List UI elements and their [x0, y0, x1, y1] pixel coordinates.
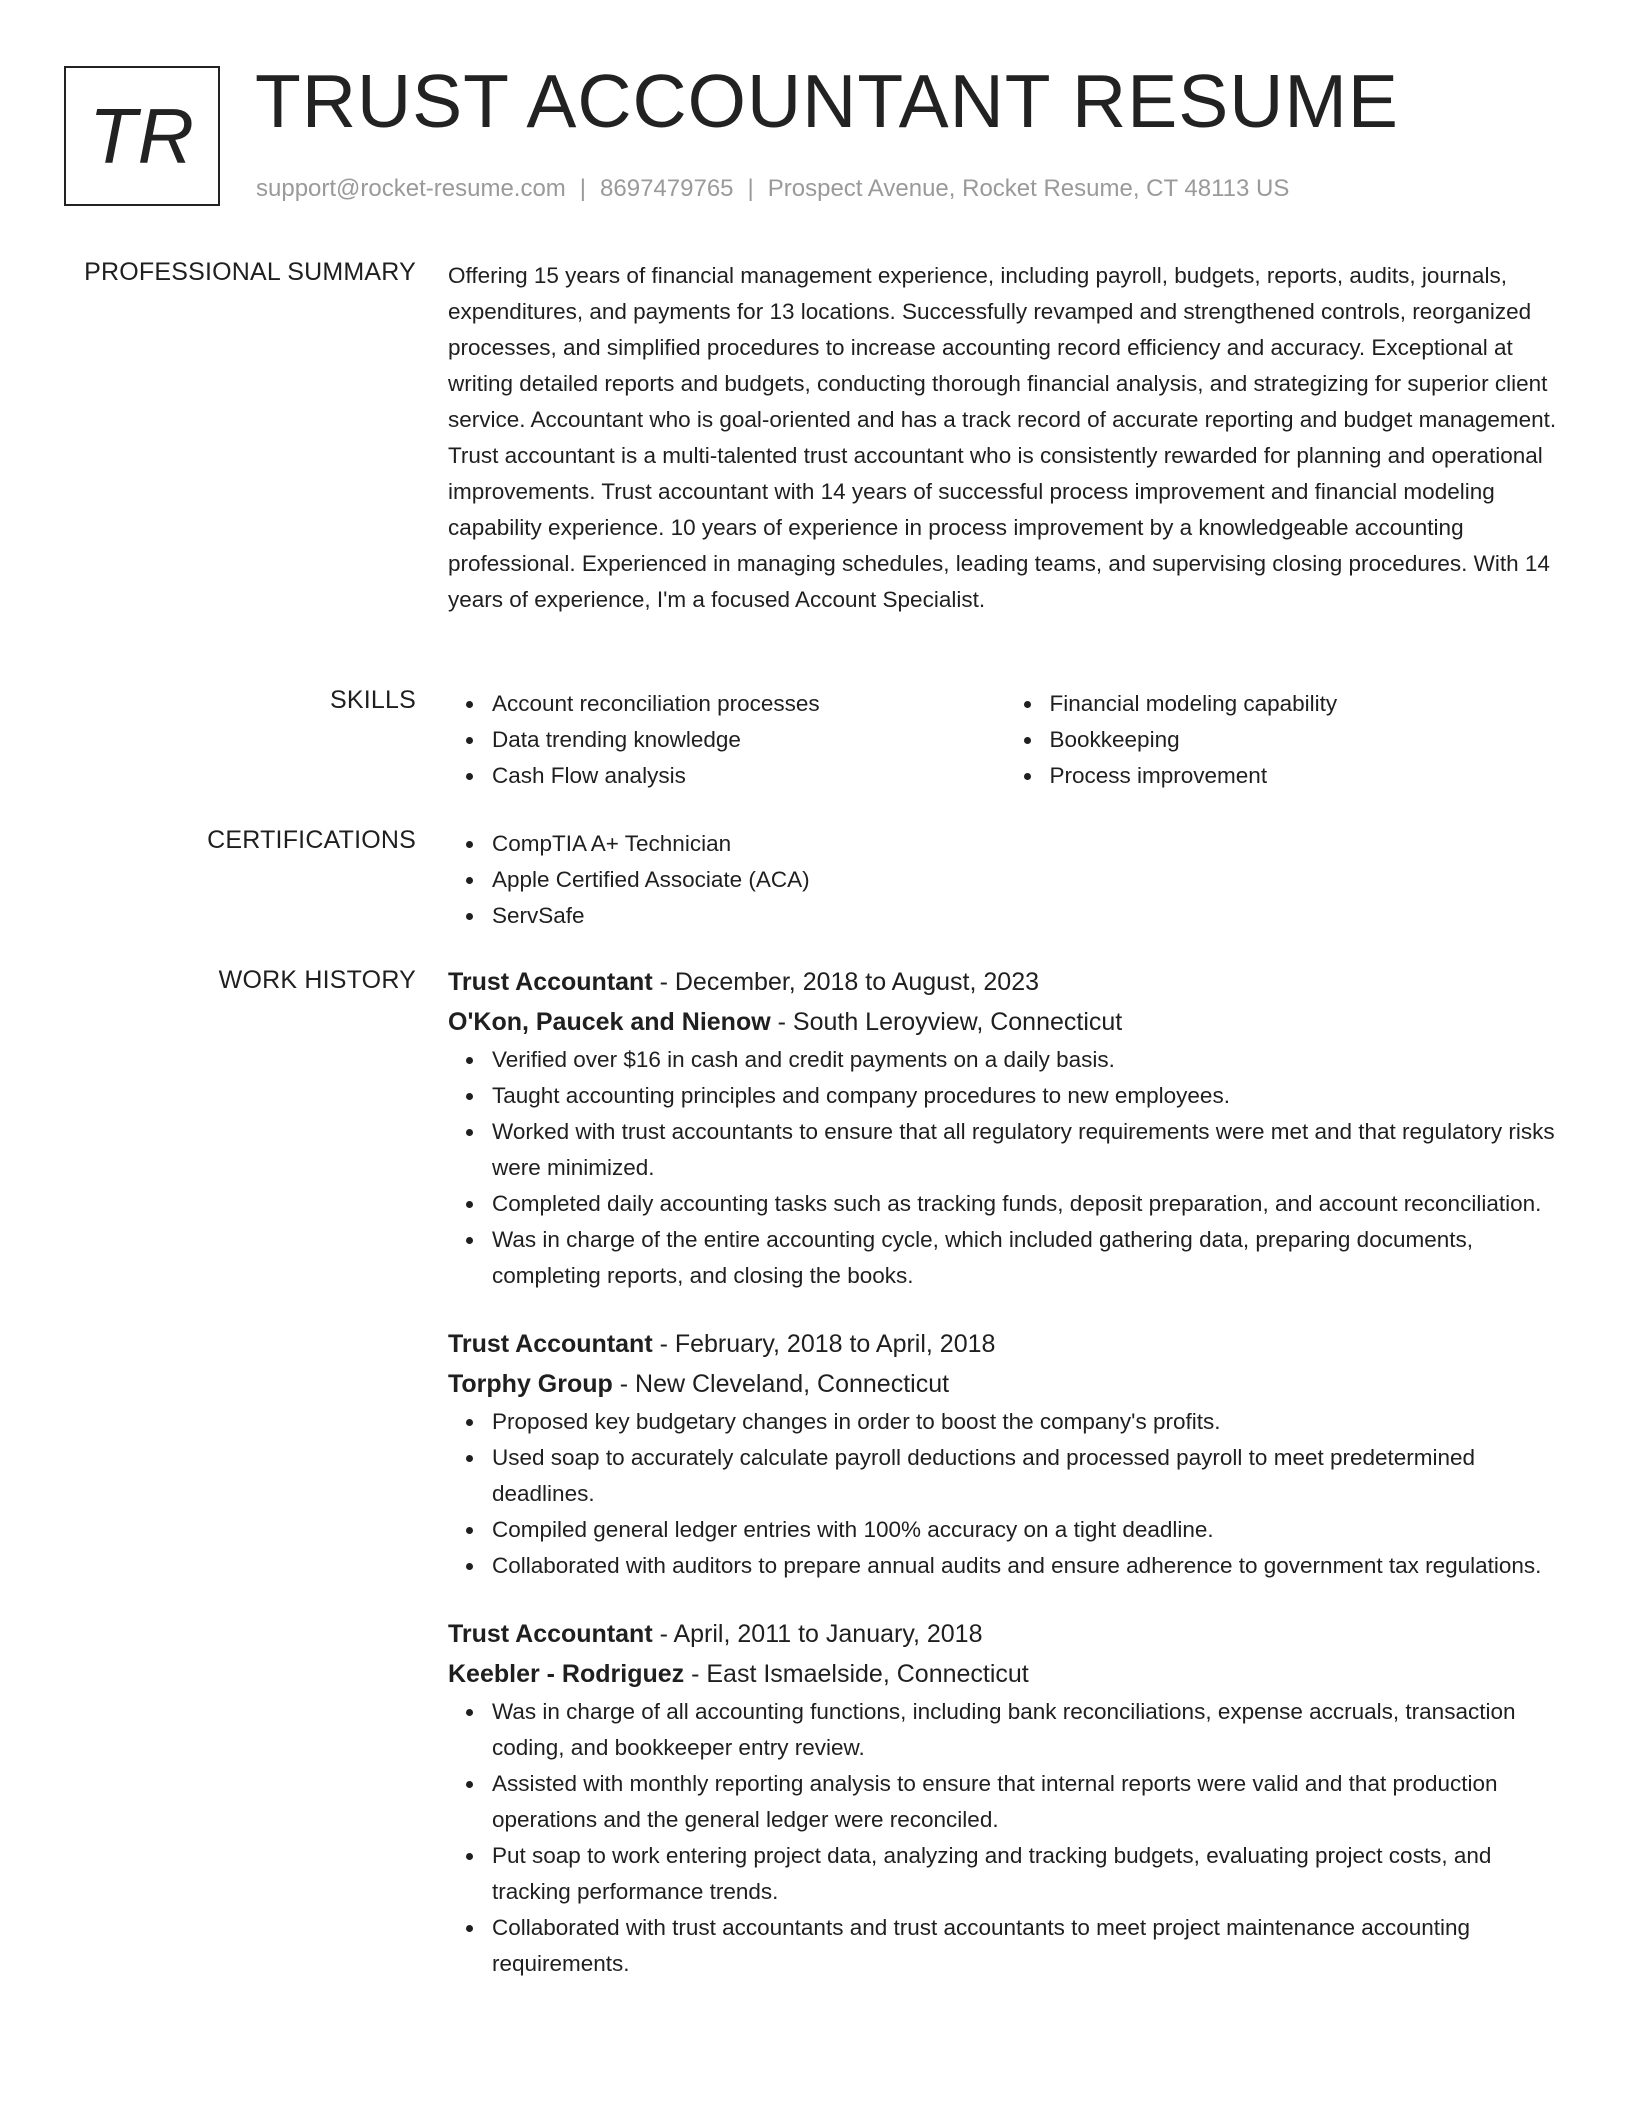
job-bullet: Worked with trust accountants to ensure that all regulatory requirements were met and that regulatory risks were minimized.: [492, 1114, 1563, 1186]
certification-item: ServSafe: [492, 898, 1563, 934]
job-role: Trust Accountant: [448, 968, 653, 996]
monogram-logo: TR: [64, 66, 220, 206]
job-title-line: [448, 1614, 1563, 1654]
job-dates: - December, 2018 to August, 2023: [652, 968, 1040, 996]
job-bullet: Collaborated with trust accountants and trust accountants to meet project maintenance accounting requirements.: [492, 1910, 1563, 1982]
job-bullet: Completed daily accounting tasks such as tracking funds, deposit preparation, and account reconciliation.: [492, 1186, 1563, 1222]
job-location: - New Cleveland, Connecticut: [612, 1370, 950, 1398]
job-bullet: Assisted with monthly reporting analysis to ensure that internal reports were valid and that production operations and the general ledger were reconciled.: [492, 1766, 1563, 1838]
job-dates: - April, 2011 to January, 2018: [652, 1620, 983, 1648]
skills-body: [448, 686, 1563, 794]
job-role: Trust Accountant: [448, 1330, 653, 1358]
summary-text: Offering 15 years of financial management experience, including payroll, budgets, reports, audits, journals, expenditures, and payments for 13 locations. Successfully revamped and strengthened controls, reorganized processes, and simplified procedures to increase accounting record efficiency and accuracy. Exceptional at writing detailed reports and budgets, conducting thorough financial analysis, and strategizing for superior client service. Accountant who is goal-oriented and has a track record of accurate reporting and budget management. Trust accountant is a multi-talented trust accountant who is consistently rewarded for planning and operational improvements. Trust accountant with 14 years of successful process improvement and financial modeling capability experience. 10 years of experience in process improvement by a knowledgeable accounting professional. Experienced in managing schedules, leading teams, and supervising closing procedures. With 14 years of experience, I'm a focused Account Specialist.: [448, 263, 1557, 612]
job-company: O'Kon, Paucek and Nienow: [448, 1008, 771, 1036]
job-company: Torphy Group: [448, 1370, 613, 1398]
job-company-line: [448, 1364, 1563, 1404]
job-location: - South Leroyview, Connecticut: [770, 1008, 1123, 1036]
resume-title: TRUST ACCOUNTANT RESUME: [255, 59, 1399, 143]
contact-phone[interactable]: 8697479765: [600, 175, 734, 202]
job-bullets: [448, 1404, 1563, 1584]
skill-item: Financial modeling capability: [1050, 686, 1564, 722]
skill-item: Cash Flow analysis: [492, 758, 1006, 794]
job-company-line: [448, 1654, 1563, 1694]
job-title-line: [448, 962, 1563, 1002]
job-bullet: Collaborated with auditors to prepare annual audits and ensure adherence to government tax regulations.: [492, 1548, 1563, 1584]
skill-item: Data trending knowledge: [492, 722, 1006, 758]
job-bullet: Was in charge of the entire accounting cycle, which included gathering data, preparing documents, completing reports, and closing the books.: [492, 1222, 1563, 1294]
summary-body: [448, 258, 1563, 618]
job-company-line: [448, 1002, 1563, 1042]
skills-list-left: [448, 686, 1006, 794]
contact-line: [256, 175, 1289, 203]
certifications-heading: CERTIFICATIONS: [207, 826, 416, 854]
skills-list-right: [1006, 686, 1564, 794]
job-bullet: Used soap to accurately calculate payroll deductions and processed payroll to meet predetermined deadlines.: [492, 1440, 1563, 1512]
contact-address: Prospect Avenue, Rocket Resume, CT 48113 US: [767, 175, 1290, 202]
certifications-list: [448, 826, 1563, 934]
job-bullet: Put soap to work entering project data, analyzing and tracking budgets, evaluating project costs, and tracking performance trends.: [492, 1838, 1563, 1910]
skills-grid: [448, 686, 1563, 794]
skill-item: Account reconciliation processes: [492, 686, 1006, 722]
job-location: - East Ismaelside, Connecticut: [684, 1660, 1029, 1688]
job-bullet: Was in charge of all accounting functions, including bank reconciliations, expense accruals, transaction coding, and bookkeeper entry review.: [492, 1694, 1563, 1766]
work-history-heading: WORK HISTORY: [218, 966, 416, 994]
summary-heading: PROFESSIONAL SUMMARY: [84, 258, 416, 286]
work-history-body: [448, 962, 1563, 2012]
job-entry: [448, 962, 1563, 1294]
job-dates: - February, 2018 to April, 2018: [652, 1330, 996, 1358]
contact-email[interactable]: support@rocket-resume.com: [256, 175, 566, 202]
certification-item: CompTIA A+ Technician: [492, 826, 1563, 862]
skill-item: Bookkeeping: [1050, 722, 1564, 758]
job-bullets: [448, 1694, 1563, 1982]
job-bullet: Proposed key budgetary changes in order to boost the company's profits.: [492, 1404, 1563, 1440]
job-title-line: [448, 1324, 1563, 1364]
skills-heading: SKILLS: [330, 686, 416, 714]
job-bullet: Verified over $16 in cash and credit payments on a daily basis.: [492, 1042, 1563, 1078]
job-role: Trust Accountant: [448, 1620, 653, 1648]
job-company: Keebler - Rodriguez: [448, 1660, 685, 1688]
job-entry: [448, 1614, 1563, 1982]
certifications-body: [448, 826, 1563, 934]
contact-separator: |: [747, 175, 754, 202]
resume-header: [64, 59, 1564, 214]
skill-item: Process improvement: [1050, 758, 1564, 794]
certification-item: Apple Certified Associate (ACA): [492, 862, 1563, 898]
job-bullets: [448, 1042, 1563, 1294]
job-entry: [448, 1324, 1563, 1584]
job-bullet: Taught accounting principles and company procedures to new employees.: [492, 1078, 1563, 1114]
contact-separator: |: [579, 175, 587, 202]
job-bullet: Compiled general ledger entries with 100% accuracy on a tight deadline.: [492, 1512, 1563, 1548]
